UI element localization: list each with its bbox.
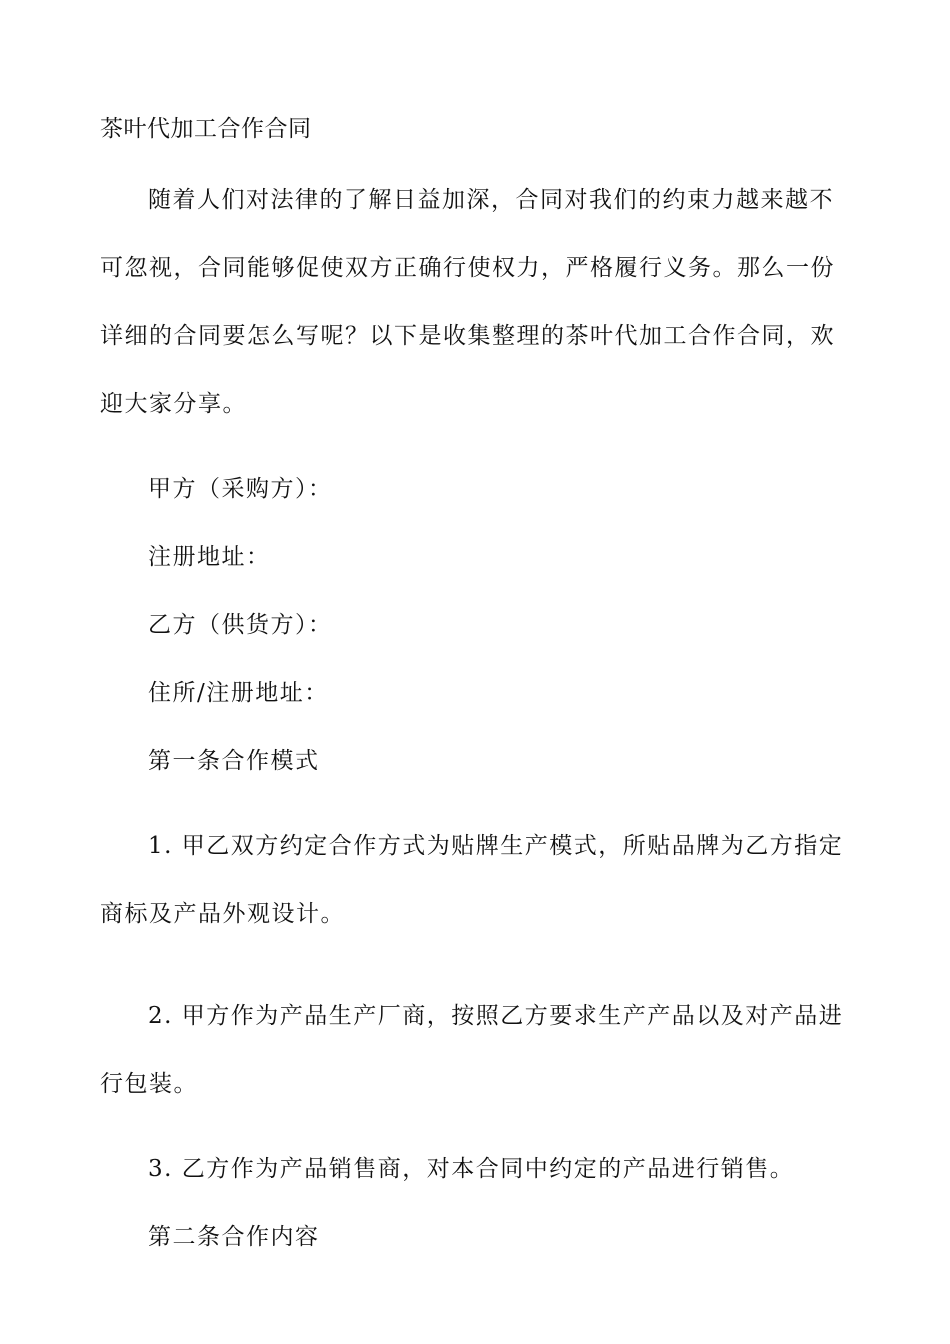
party-a-label: 甲方（采购方）： [148,476,333,502]
party-b-label: 乙方（供货方）： [148,612,333,638]
intro-paragraph: 随着人们对法律的了解日益加深，合同对我们的约束力越来越不可忽视，合同能够促使双方正确行使权力，严格履行义务。那么一份详细的合同要怎么写呢？以下是收集整理的茶叶代加工合作合同，欢迎大家分享。 [100,187,835,417]
party-b-address-label: 住所/注册地址： [148,680,329,706]
document-title: 茶叶代加工合作合同 [100,116,312,142]
document-body [100,112,855,1288]
article-1-item-3: 3. 乙方作为产品销售商，对本合同中约定的产品进行销售。 [148,1156,795,1182]
article-1-heading: 第一条合作模式 [148,748,320,774]
article-1-item-2: 2. 甲方作为产品生产厂商，按照乙方要求生产产品以及对产品进行包装。 [100,1003,844,1097]
article-2-heading: 第二条合作内容 [148,1224,320,1250]
party-a-address-label: 注册地址： [148,544,271,570]
article-1-item-1: 1. 甲乙双方约定合作方式为贴牌生产模式，所贴品牌为乙方指定商标及产品外观设计。 [100,833,844,927]
